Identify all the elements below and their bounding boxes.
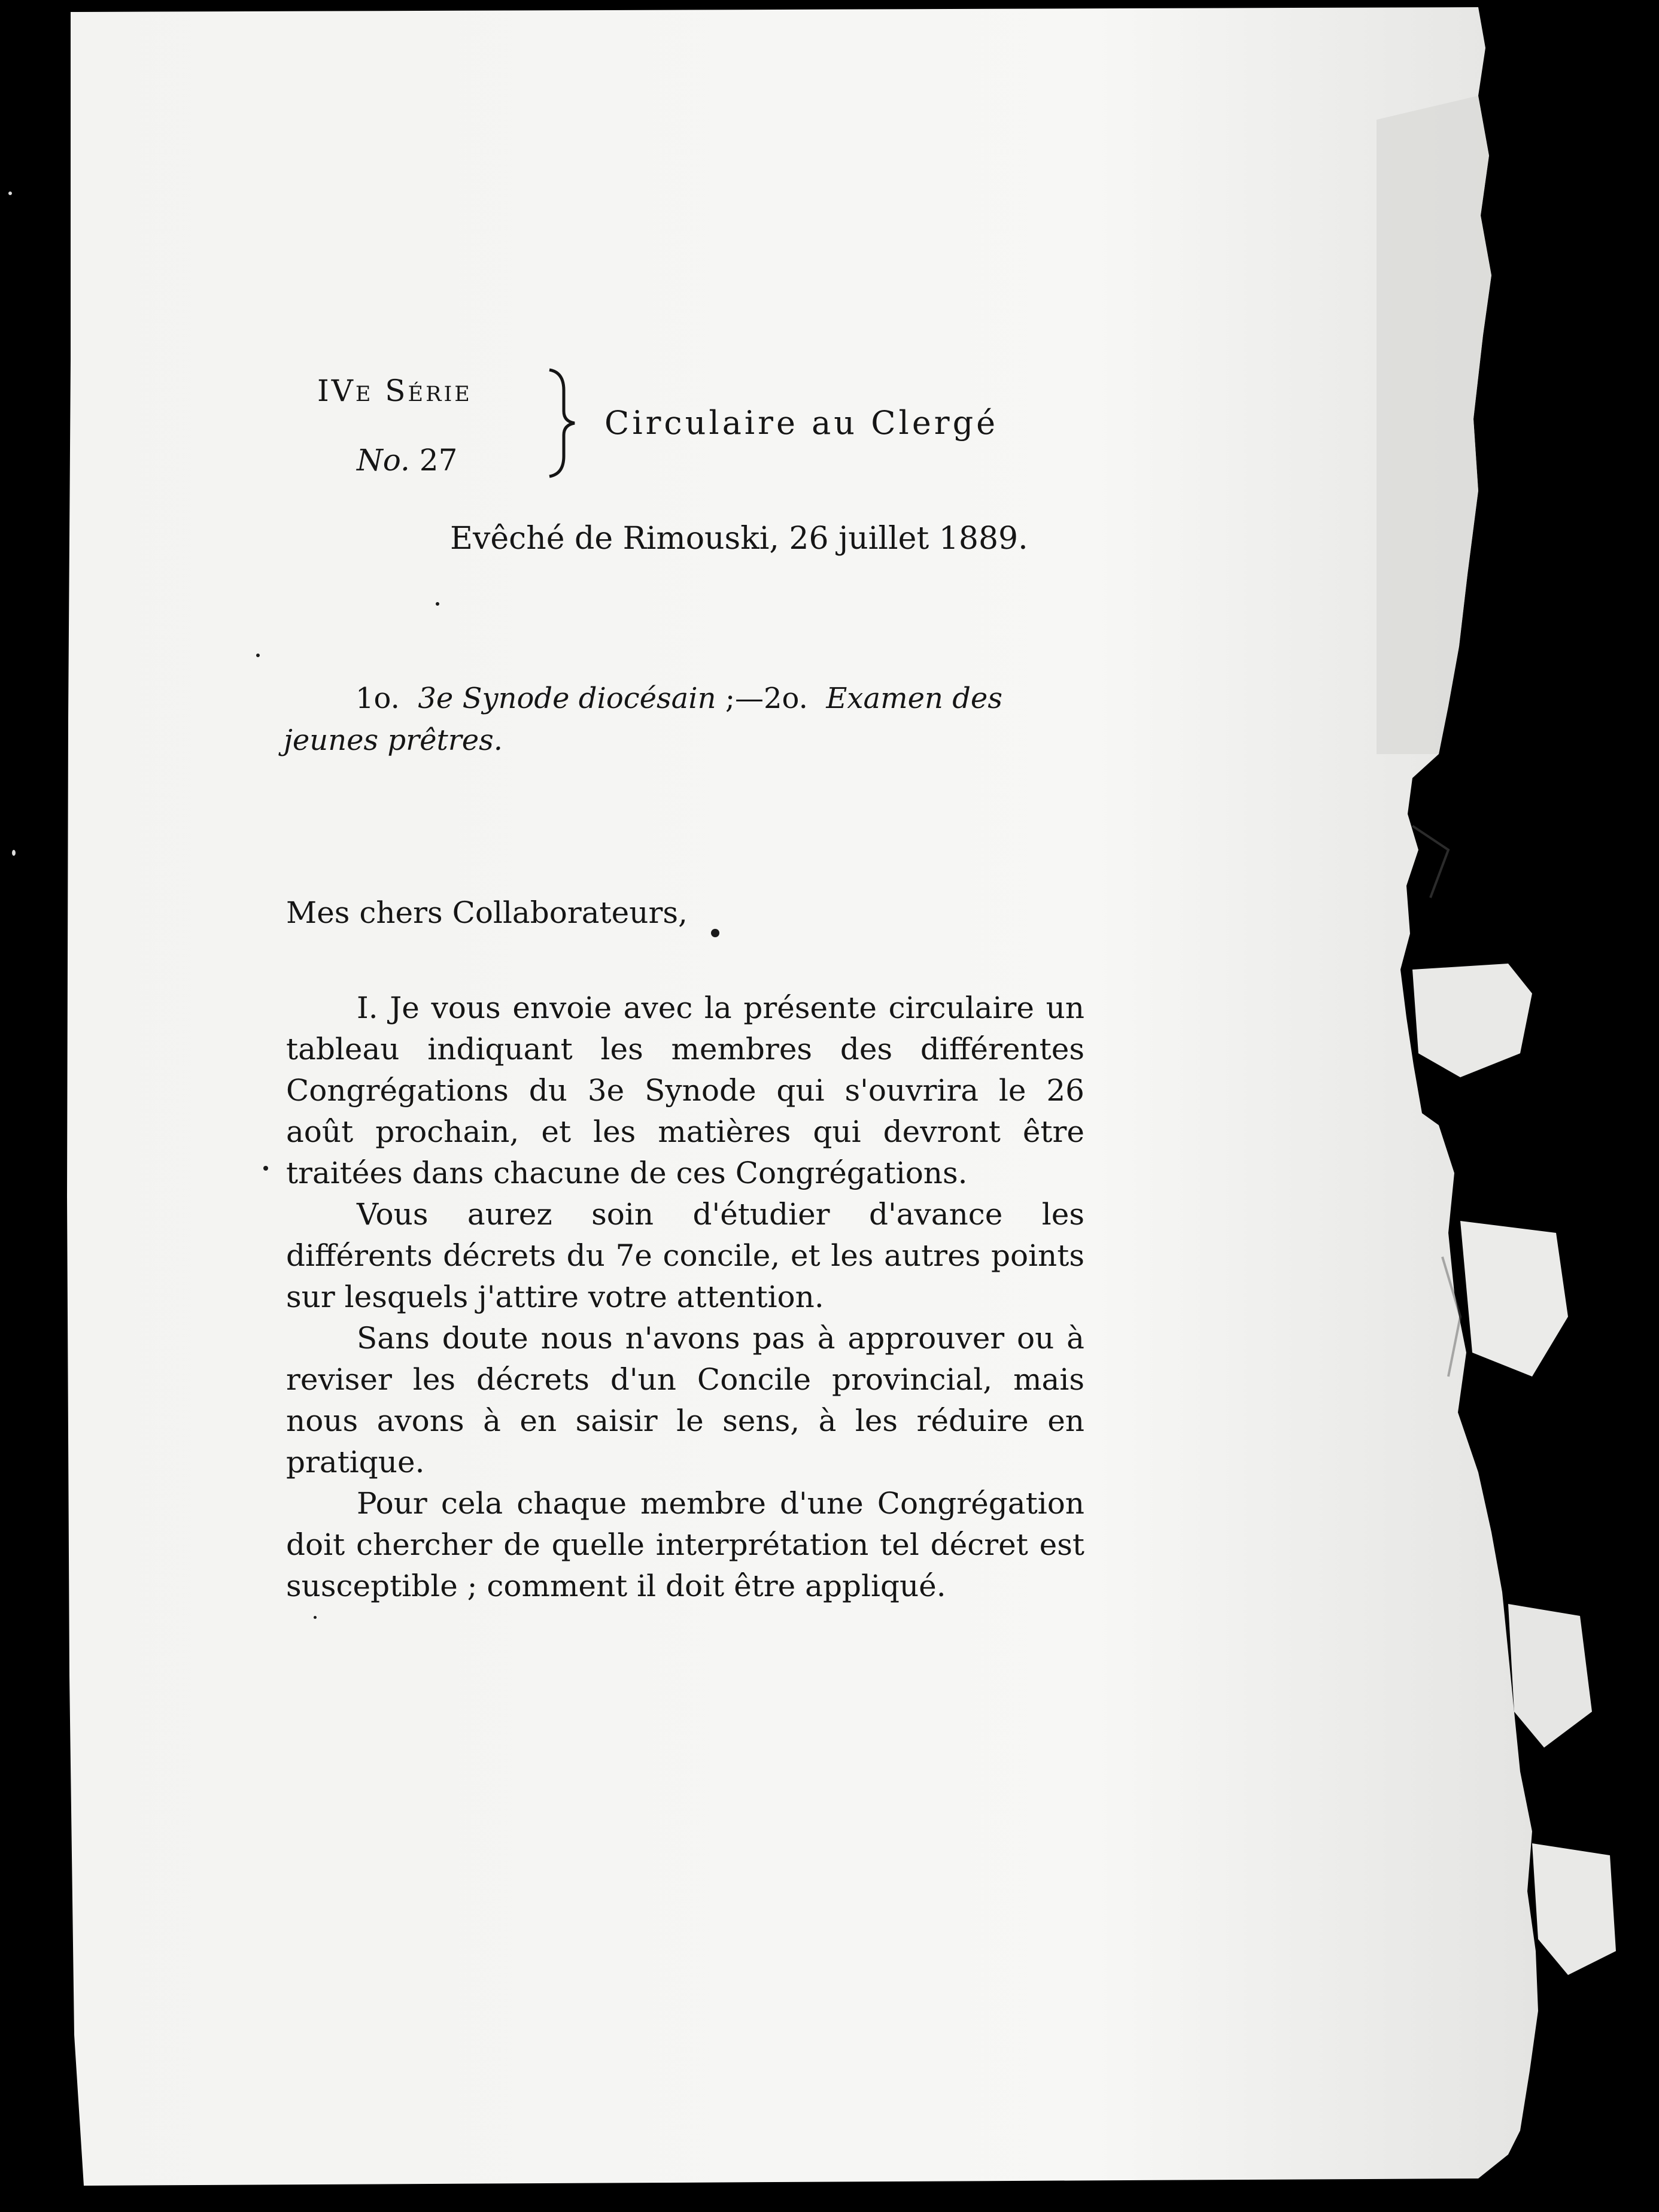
ink-speck <box>256 654 260 657</box>
ink-speck <box>314 1616 317 1619</box>
dateline: Evêché de Rimouski, 26 juillet 1889. <box>450 521 1028 557</box>
ink-speck <box>711 929 719 937</box>
number-prefix: No. <box>357 443 410 478</box>
topic-2-number: 2o. <box>764 682 808 715</box>
number-value: 27 <box>419 443 458 478</box>
ink-speck <box>12 850 16 856</box>
paragraph-3: Sans doute nous n'avons pas à approuver ou à reviser les décrets d'un Concile provincial, mais nous avons à en saisir le sens, à les réduire en pratique. <box>286 1321 1084 1479</box>
ink-speck <box>263 1166 268 1171</box>
topic-separator: ;— <box>716 682 764 715</box>
edge-shadow <box>1377 96 1491 754</box>
series-word: e Série <box>355 373 472 408</box>
body-text <box>286 988 1084 1607</box>
curly-brace-icon <box>543 366 579 480</box>
topic-1-number: 1o. <box>356 682 400 715</box>
paragraph-2: Vous aurez soin d'étudier d'avance les différents décrets du 7e concile, et les autres points sur lesquels j'attire votre attention. <box>286 1197 1084 1314</box>
crease-line <box>1412 826 1448 898</box>
paragraph-1: I. Je vous envoie avec la présente circulaire un tableau indiquant les membres des différentes Congrégations du 3e Synode qui s'ouvrira le 26 août prochain, et les matières qui devront être traitées dans chacune de ces Congrégations. <box>286 990 1084 1190</box>
torn-fragment-4 <box>1532 1843 1616 1975</box>
ink-speck <box>436 602 439 606</box>
torn-fragment-1 <box>1412 964 1532 1077</box>
ink-speck <box>8 192 12 195</box>
topic-2-text: Examen des jeunes prêtres. <box>284 682 1002 757</box>
torn-fragment-2 <box>1460 1221 1568 1377</box>
series-label <box>317 373 472 408</box>
series-roman: IV <box>317 373 356 408</box>
circular-number <box>357 443 458 478</box>
paragraph-4: Pour cela chaque membre d'une Congrégation doit chercher de quelle interprétation tel décret est susceptible ; comment il doit être appliqué. <box>286 1486 1084 1603</box>
topic-1-text: 3e Synode diocésain <box>418 682 716 715</box>
salutation: Mes chers Collaborateurs, <box>286 895 688 930</box>
topics-line <box>284 677 1092 761</box>
torn-fragment-3 <box>1508 1604 1592 1748</box>
document-title: Circulaire au Clergé <box>604 404 999 442</box>
